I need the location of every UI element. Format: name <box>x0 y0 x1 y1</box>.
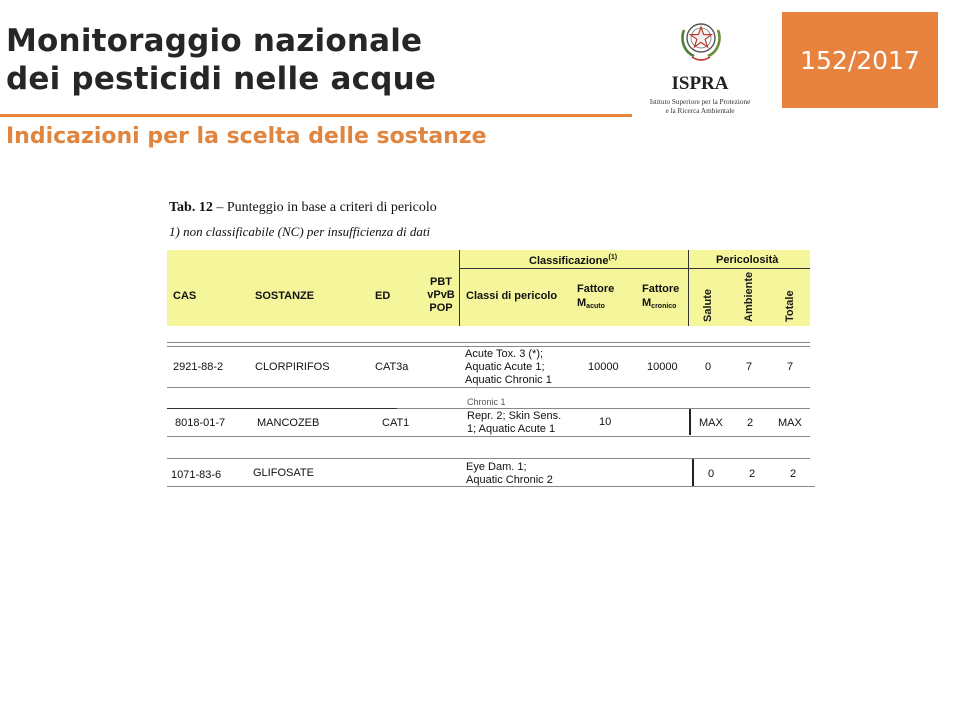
cell-salute: 0 <box>705 361 712 373</box>
header-salute: Salute <box>702 288 714 322</box>
header-col-separator <box>688 250 689 326</box>
table-caption-text: – Punteggio in base a criteri di pericolo <box>212 200 437 215</box>
page-title <box>6 22 436 98</box>
cell-totale: MAX <box>778 417 802 429</box>
cell-classi-overflow: Chronic 1 <box>467 397 506 405</box>
header-ed: ED <box>375 290 391 302</box>
row-divider <box>167 346 810 347</box>
cell-classi-line-1: Eye Dam. 1; <box>466 461 527 473</box>
cell-classi <box>465 348 552 387</box>
header-m-acuto: M <box>577 297 587 309</box>
table-caption-number: Tab. 12 <box>169 200 213 215</box>
row-divider <box>397 408 810 409</box>
header-divider <box>459 268 810 269</box>
cell-classi-line-1: Repr. 2; Skin Sens. <box>467 410 562 422</box>
header-pbt-line-2: vPvB <box>427 289 455 301</box>
row-separator-bold <box>692 459 694 486</box>
cell-sostanza: CLORPIRIFOS <box>255 361 330 373</box>
group-classificazione-footnote: (1) <box>608 254 618 261</box>
row-divider <box>167 342 810 343</box>
cell-ed: CAT3a <box>375 361 409 373</box>
cell-salute: 0 <box>708 468 715 480</box>
header-col-separator <box>459 250 460 326</box>
cell-sostanza: MANCOZEB <box>257 417 320 429</box>
cell-totale: 7 <box>787 361 794 373</box>
cell-m-acuto: 10 <box>599 416 612 428</box>
header-classi: Classi di pericolo <box>466 290 558 302</box>
header-m-acuto-sub: acuto <box>586 303 605 310</box>
cell-m-cronico: 10000 <box>647 361 678 373</box>
cell-classi <box>467 410 561 436</box>
title-line-1: Monitoraggio nazionale <box>6 23 423 59</box>
cell-classi-line-1: Acute Tox. 3 (*); <box>465 348 544 360</box>
header-pbt <box>425 276 457 315</box>
cell-classi-line-3: Aquatic Chronic 1 <box>465 374 552 386</box>
cell-cas: 1071-83-6 <box>171 469 222 481</box>
cell-cas: 8018-01-7 <box>175 417 226 429</box>
group-pericolosita: Pericolosità <box>716 254 779 266</box>
header-m-cronico-sub: cronico <box>651 303 677 310</box>
header-pbt-line-3: POP <box>429 302 453 314</box>
cell-ambiente: 2 <box>749 468 756 480</box>
row-separator-bold <box>689 409 691 435</box>
row-divider <box>167 486 815 487</box>
group-classificazione <box>529 254 617 267</box>
header-ambiente: Ambiente <box>743 271 755 322</box>
cell-totale: 2 <box>790 468 797 480</box>
cell-classi-line-2: 1; Aquatic Acute 1 <box>467 423 556 435</box>
cell-ed: CAT1 <box>382 417 410 429</box>
italian-republic-emblem-icon <box>678 18 724 62</box>
header-fattore-cronico-label: Fattore <box>642 283 680 295</box>
row-divider <box>167 458 810 459</box>
logo-subtitle-line-1: Istituto Superiore per la Protezione <box>649 98 751 106</box>
cell-sostanza: GLIFOSATE <box>253 467 314 479</box>
row-divider <box>167 387 810 388</box>
cell-salute: MAX <box>699 417 723 429</box>
cell-ambiente: 7 <box>746 361 753 373</box>
row-divider <box>167 408 397 409</box>
cell-cas: 2921-88-2 <box>173 361 224 373</box>
title-underline <box>0 114 632 117</box>
cell-classi-line-2: Aquatic Acute 1; <box>465 361 545 373</box>
header-sostanze: SOSTANZE <box>255 290 315 302</box>
page-subtitle: Indicazioni per la scelta delle sostanze <box>6 124 487 149</box>
header-fattore-acuto-label: Fattore <box>577 283 615 295</box>
logo-subtitle-line-2: e la Ricerca Ambientale <box>665 107 735 115</box>
title-line-2: dei pesticidi nelle acque <box>6 61 437 97</box>
table-caption <box>169 200 437 216</box>
header-m-cronico: M <box>642 297 652 309</box>
header-fattore-cronico <box>642 282 679 314</box>
logo-subtitle <box>640 98 760 116</box>
header-pbt-line-1: PBT <box>430 276 452 288</box>
report-number-badge <box>782 12 938 108</box>
group-classificazione-label: Classificazione <box>529 255 609 267</box>
report-number: 152/2017 <box>800 45 920 75</box>
table-header <box>167 250 810 326</box>
logo-name: ISPRA <box>671 73 729 94</box>
header-fattore-acuto <box>577 282 614 314</box>
row-divider <box>167 436 810 437</box>
cell-classi-line-2: Aquatic Chronic 2 <box>466 474 553 486</box>
hazard-score-table <box>167 192 817 492</box>
cell-ambiente: 2 <box>747 417 754 429</box>
ispra-logo <box>640 18 760 118</box>
header-cas: CAS <box>173 290 197 302</box>
table-note: 1) non classificabile (NC) per insufficienza di dati <box>169 224 431 239</box>
cell-classi <box>466 461 553 487</box>
header-totale: Totale <box>784 290 796 322</box>
cell-m-acuto: 10000 <box>588 361 619 373</box>
